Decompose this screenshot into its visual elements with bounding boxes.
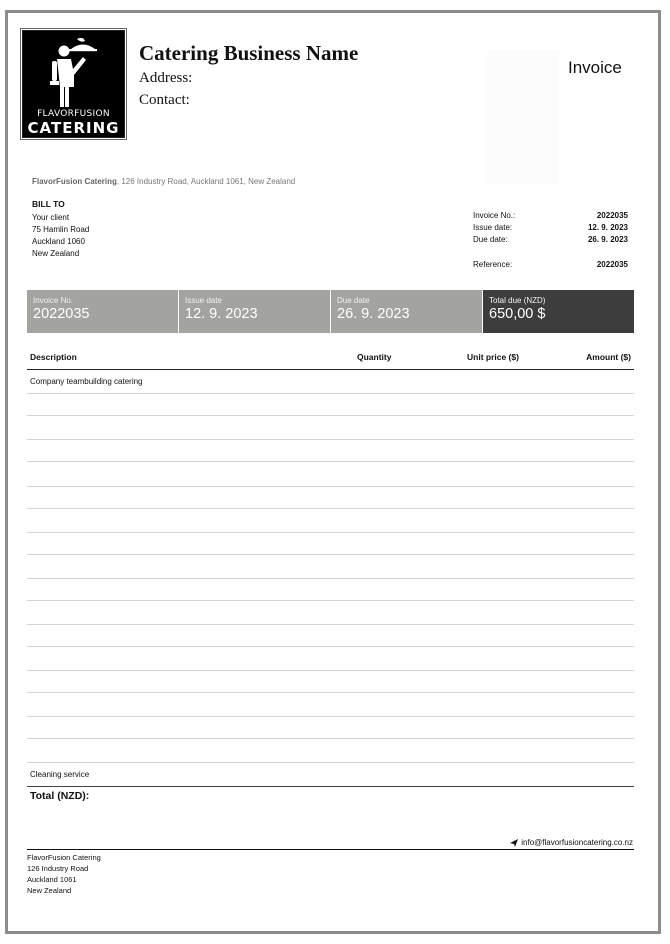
summary-label: Total due (NZD) — [489, 296, 546, 305]
summary-value: 26. 9. 2023 — [337, 306, 410, 322]
footer-email-text: info@flavorfusioncatering.co.nz — [521, 838, 633, 847]
meta-value-reference: 2022035 — [596, 260, 628, 269]
table-row-description: Company teambuilding catering — [30, 377, 143, 386]
page-frame — [5, 10, 661, 934]
meta-value-issue-date: 12. 9. 2023 — [587, 223, 628, 232]
meta-label-invoice-no: Invoice No.: — [473, 211, 516, 220]
contact-label: Contact: — [139, 92, 190, 108]
meta-label-reference: Reference: — [473, 260, 513, 269]
summary-label: Due date — [337, 296, 370, 305]
logo-text-line1: FLAVORFUSION — [37, 109, 110, 119]
meta-value-due-date: 26. 9. 2023 — [587, 235, 628, 244]
table-row-divider — [27, 624, 634, 625]
sender-address-line — [32, 177, 295, 186]
logo-text-line2: CATERING — [27, 119, 120, 137]
table-row-divider — [27, 646, 634, 647]
footer-address-line: Auckland 1061 — [27, 875, 77, 884]
total-label: Total (NZD): — [30, 790, 90, 802]
table-row-divider — [27, 692, 634, 693]
meta-label-issue-date: Issue date: — [473, 223, 513, 232]
table-header-rule — [27, 369, 634, 370]
summary-due-date — [331, 290, 483, 333]
footer-address-line: New Zealand — [27, 886, 72, 895]
table-row-divider — [27, 461, 634, 462]
table-row-divider — [27, 762, 634, 763]
sender-address: , 126 Industry Road, Auckland 1061, New Zealand — [116, 177, 296, 186]
bill-to-line: Auckland 1060 — [32, 237, 85, 246]
address-label: Address: — [139, 70, 193, 86]
summary-label: Invoice No. — [33, 296, 74, 305]
table-row-divider — [27, 486, 634, 487]
table-row-divider — [27, 716, 634, 717]
document-title: Invoice — [568, 58, 622, 77]
summary-total-due — [483, 290, 634, 333]
summary-issue-date — [179, 290, 331, 333]
table-row-divider — [27, 393, 634, 394]
column-header-quantity: Quantity — [357, 352, 392, 362]
column-header-unit-price: Unit price ($) — [467, 352, 519, 362]
table-row-divider — [27, 439, 634, 440]
sender-name: FlavorFusion Catering — [32, 177, 117, 186]
summary-value: 650,00 $ — [489, 306, 546, 322]
table-row-divider — [27, 600, 634, 601]
company-logo — [22, 30, 125, 138]
table-row-divider — [27, 554, 634, 555]
column-header-amount: Amount ($) — [586, 352, 631, 362]
table-row-divider — [27, 415, 634, 416]
summary-invoice-no — [27, 290, 179, 333]
summary-label: Issue date — [185, 296, 222, 305]
waiter-with-cloche-icon — [47, 37, 103, 111]
bill-to-line: 75 Hamlin Road — [32, 225, 90, 234]
send-arrow-icon — [510, 839, 518, 847]
table-row-divider — [27, 532, 634, 533]
table-row-description: Cleaning service — [30, 770, 90, 779]
table-row-divider — [27, 670, 634, 671]
meta-label-due-date: Due date: — [473, 235, 508, 244]
faint-watermark-area — [487, 50, 559, 184]
bill-to-label: BILL TO — [32, 199, 65, 209]
table-row-divider — [27, 508, 634, 509]
meta-value-invoice-no: 2022035 — [596, 211, 628, 220]
column-header-description: Description — [30, 352, 77, 362]
table-row-divider — [27, 578, 634, 579]
footer-address-line: FlavorFusion Catering — [27, 853, 101, 862]
footer-email[interactable] — [510, 838, 633, 847]
footer-address-line: 126 Industry Road — [27, 864, 89, 873]
total-rule — [27, 786, 634, 787]
summary-value: 2022035 — [33, 306, 90, 322]
table-row-divider — [27, 738, 634, 739]
summary-value: 12. 9. 2023 — [185, 306, 258, 322]
footer-rule — [27, 849, 634, 850]
business-name: Catering Business Name — [139, 41, 359, 65]
summary-bar — [27, 290, 634, 333]
bill-to-line: Your client — [32, 213, 70, 222]
bill-to-line: New Zealand — [32, 249, 80, 258]
